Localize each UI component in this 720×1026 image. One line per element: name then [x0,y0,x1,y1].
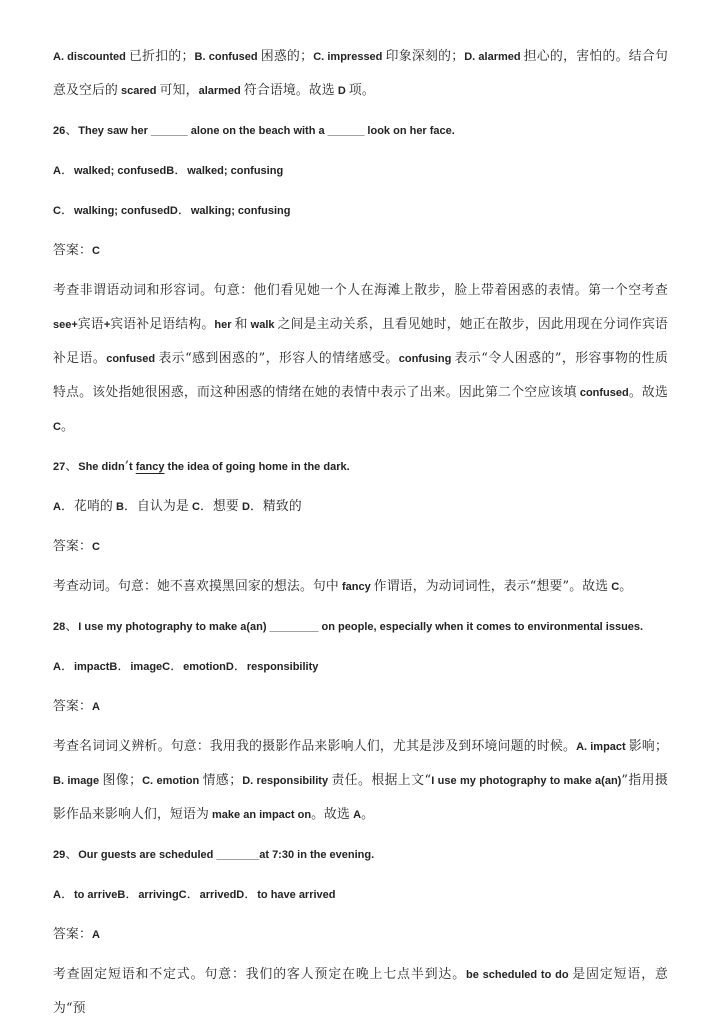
prev-answer-explanation: A. discounted 已折扣的；B. confused 困惑的；C. impressed 印象深刻的；D. alarmed 担心的，害怕的。结合句意及空后的 scared 可知，alarmed 符合语境。故选 D 项。 [53,49,669,98]
question-29-answer: 答案：A [53,927,100,942]
question-27-explanation: 考查动词。句意：她不喜欢摸黑回家的想法。句中 fancy 作谓语，为动词词性，表示“想要”。故选 C。 [53,579,633,594]
question-29-options: A．to arriveB．arrivingC．arrivedD．to have arrived [53,887,336,902]
question-26-explanation: 考查非谓语动词和形容词。句意：他们看见她一个人在海滩上散步，脸上带着困惑的表情。第一个空考查 see+宾语+宾语补足语结构。her 和 walk 之间是主动关系，且看见她时，她正在散步，因此用现在分词作宾语补足语。confused 表示“感到困惑的”，形容人的情绪感受。confusing 表示“令人困惑的”，形容事物的性质特点。该处指她很困惑，而这种困惑的情绪在她的表情中表示了出来。因此第二个空应该填 confused。故选 C。 [53,283,669,434]
question-27-options: A．花哨的 B．自认为是 C．想要 D．精致的 [53,499,302,514]
question-27-answer: 答案：C [53,539,100,554]
question-28-options: A．impactB．imageC．emotionD．responsibility [53,659,319,674]
question-27-stem [53,450,668,484]
question-27-stem-suffix: the idea of going home in the dark. [164,461,350,473]
question-29-explanation: 考查固定短语和不定式。句意：我们的客人预定在晚上七点半到达。be scheduled to do 是固定短语，意为“预 [53,967,668,1016]
question-27-underlined-word: fancy [135,461,165,473]
question-26-answer: 答案：C [53,243,100,258]
question-28-answer: 答案：A [53,699,100,714]
question-28-explanation: 考查名词词义辨析。句意：我用我的摄影作品来影响人们，尤其是涉及到环境问题的时候。A. impact 影响；B. image 图像；C. emotion 情感；D. responsibility 责任。根据上文“I use my photography to make a(an)”指用摄影作品来影响人们，短语为 make an impact on。故选 A。 [53,739,668,822]
question-26-options-ab: A．walked; confusedB．walked; confusing [53,163,284,178]
question-26-stem: 26、They saw her ______ alone on the beach with a ______ look on her face. [53,123,455,138]
question-29-stem: 29、Our guests are scheduled _______at 7:30 in the evening. [53,847,375,862]
question-27-stem-prefix: 27、She didn’t [53,459,136,474]
question-28-stem: 28、I use my photography to make a(an) ________ on people, especially when it comes to environmental issues. [53,619,644,634]
question-26-options-cd: C．walking; confusedD．walking; confusing [53,203,291,218]
